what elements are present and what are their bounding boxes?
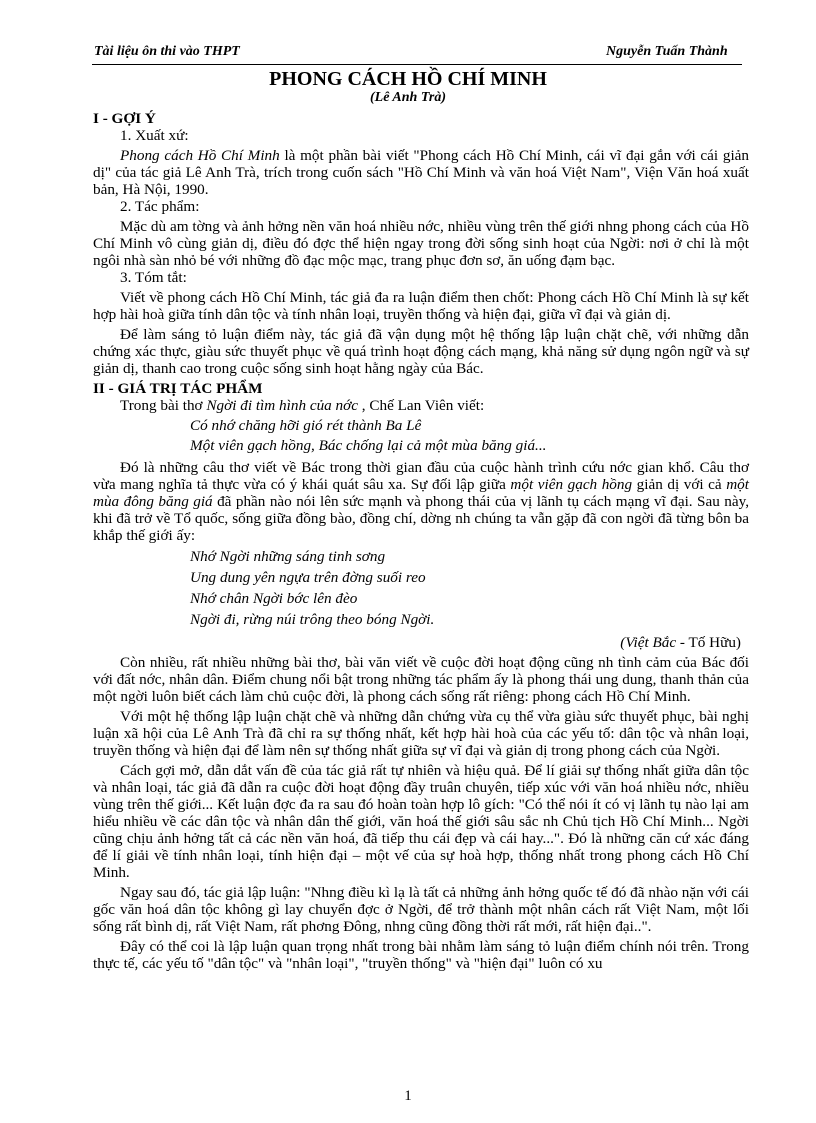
section-heading-2: II - GIÁ TRỊ TÁC PHẨM xyxy=(93,380,263,397)
header-rule xyxy=(92,64,742,65)
paragraph-work: Mặc dù am tờng và ảnh hởng nền văn hoá nhiều nớc, nhiều vùng trên thế giới nhng phong cách của Hồ Chí Minh vô cùng giản dị, điều đó đợc thể hiện ngay trong đời sống sinh hoạt của Ngời: nơi ở chỉ là một ngôi nhà sàn nhỏ bé với những đồ đạc mộc mạc, trang phục đơn sơ, ăn uống đạm bạc. xyxy=(93,218,749,269)
paragraph: Còn nhiều, rất nhiều những bài thơ, bài văn viết về cuộc đời hoạt động cũng nh tình cảm của Bác đối với đất nớc, nhân dân. Điểm chung nổi bật trong những tác phẩm ấy là phong thái ung dung, thanh thản của một ngời luôn biết cách làm chủ cuộc đời, là phong cách sống rất riêng: phong cách Hồ Chí Minh. xyxy=(93,654,749,705)
verse-line: Nhớ Ngời những sáng tinh sơng xyxy=(190,548,386,565)
document-author: (Lê Anh Trà) xyxy=(370,90,446,105)
header-left: Tài liệu ôn thi vào THPT xyxy=(94,44,240,59)
paragraph-poem-intro: Trong bài thơ Ngời đi tìm hình của nớc , Chế Lan Viên viết: xyxy=(120,397,485,414)
paragraph: Với một hệ thống lập luận chặt chẽ và những dẫn chứng vừa cụ thể vừa giàu sức thuyết phục, bài nghị luận xã hội của Lê Anh Trà đã chỉ ra sự thống nhất, kết hợp hài hoà của các yếu tố: dân tộc và nhân loại, truyền thống và hiện đại để làm nên sự thống nhất giữa sự vĩ đại và giản dị trong phong cách của Ngời. xyxy=(93,708,749,759)
subheading-summary: 3. Tóm tắt: xyxy=(120,269,187,286)
header-right: Nguyễn Tuấn Thành xyxy=(606,44,728,59)
verse-line: Nhớ chân Ngời bớc lên đèo xyxy=(190,590,358,607)
work-title: Phong cách Hồ Chí Minh xyxy=(120,147,280,164)
document-title: PHONG CÁCH HỒ CHÍ MINH xyxy=(269,68,547,90)
verse-line: Có nhớ chăng hỡi gió rét thành Ba Lê xyxy=(190,417,422,434)
paragraph-argument: Để làm sáng tỏ luận điểm này, tác giả đã vận dụng một hệ thống lập luận chặt chẽ, với những dẫn chứng xác thực, giàu sức thuyết phục về quá trình hoạt động cách mạng, khả năng sử dụng ngôn ngữ và sự giản dị, thanh cao trong cuộc sống sinh hoạt hằng ngày của Bác. xyxy=(93,326,749,377)
verse-line: Ung dung yên ngựa trên đờng suối reo xyxy=(190,569,426,586)
paragraph: Ngay sau đó, tác giả lập luận: "Nhng điều kì lạ là tất cả những ảnh hởng quốc tế đó đã nhào nặn với cái gốc văn hoá dân tộc không gì lay chuyển đợc ở Ngời, để trở thành một nhân cách rất Việt Nam, một lối sống rất bình dị, rất Việt Nam, rất phơng Đông, nhng cũng đồng thời rất mới, rất hiện đại..". xyxy=(93,884,749,935)
paragraph: Đây có thể coi là lập luận quan trọng nhất trong bài nhằm làm sáng tỏ luận điểm chính nói trên. Trong thực tế, các yếu tố "dân tộc" và "nhân loại", "truyền thống" và "hiện đại" luôn có xu xyxy=(93,938,749,972)
verse-line: Ngời đi, rừng núi trông theo bóng Ngời. xyxy=(190,611,435,628)
section-heading-1: I - GỢI Ý xyxy=(93,110,156,127)
paragraph-summary: Viết về phong cách Hồ Chí Minh, tác giả đa ra luận điểm then chốt: Phong cách Hồ Chí Minh là sự kết hợp hài hoà giữa tính dân tộc và tính nhân loại, truyền thống và hiện đại, giữa vĩ đại và giản dị. xyxy=(93,289,749,323)
poem-source: (Việt Bắc - Tố Hữu) xyxy=(620,634,741,651)
paragraph-poem-analysis: Đó là những câu thơ viết về Bác trong thời gian đầu của cuộc hành trình cứu nớc gian khổ. Câu thơ vừa mang nghĩa tả thực vừa có ý khái quát sâu xa. Sự đối lập giữa một viên gạch hồng giản dị với cả một mùa đông băng giá đã phần nào nói lên sức mạnh và phong thái của vị lãnh tụ cách mạng vĩ đại. Sau này, khi đã trở về Tổ quốc, sống giữa đồng bào, đồng chí, dờng nh chúng ta vẫn gặp đã con ngời đã từng bôn ba khắp thế giới ấy: xyxy=(93,459,749,544)
document-body xyxy=(93,110,749,972)
verse-line: Một viên gạch hồng, Bác chống lại cả một mùa băng giá... xyxy=(190,437,547,454)
paragraph: Cách gợi mở, dẫn dắt vấn đề của tác giả rất tự nhiên và hiệu quả. Để lí giải sự thống nhất giữa dân tộc và nhân loại, tác giả đã dẫn ra cuộc đời hoạt động đầy truân chuyên, tiếp xúc với văn hoá nhiều nớc, nhiều vùng trên thế giới... Kết luận đợc đa ra sau đó hoàn toàn hợp lô gích: "Có thể nói ít có vị lãnh tụ nào lại am hiểu nhiều về các dân tộc và nhân dân thế giới, văn hoá thế giới sâu sắc nh Chủ tịch Hồ Chí Minh... Ngời cũng chịu ảnh hởng tất cả các nền văn hoá, đã tiếp thu cái đẹp và cái hay...". Đó là những căn cứ xác đáng để lí giải về tính nhân loại, tính hiện đại – một vế của sự hoà hợp, thống nhất trong phong cách Hồ Chí Minh. xyxy=(93,762,749,881)
page-number: 1 xyxy=(404,1088,412,1104)
subheading-work: 2. Tác phẩm: xyxy=(120,198,200,215)
paragraph-origin: Phong cách Hồ Chí Minh là một phần bài viết "Phong cách Hồ Chí Minh, cái vĩ đại gắn với cái giản dị" của tác giả Lê Anh Trà, trích trong cuốn sách "Hồ Chí Minh và văn hoá Việt Nam", Viện Văn hoá xuất bản, Hà Nội, 1990. xyxy=(93,147,749,198)
subheading-origin: 1. Xuất xứ: xyxy=(120,127,189,144)
